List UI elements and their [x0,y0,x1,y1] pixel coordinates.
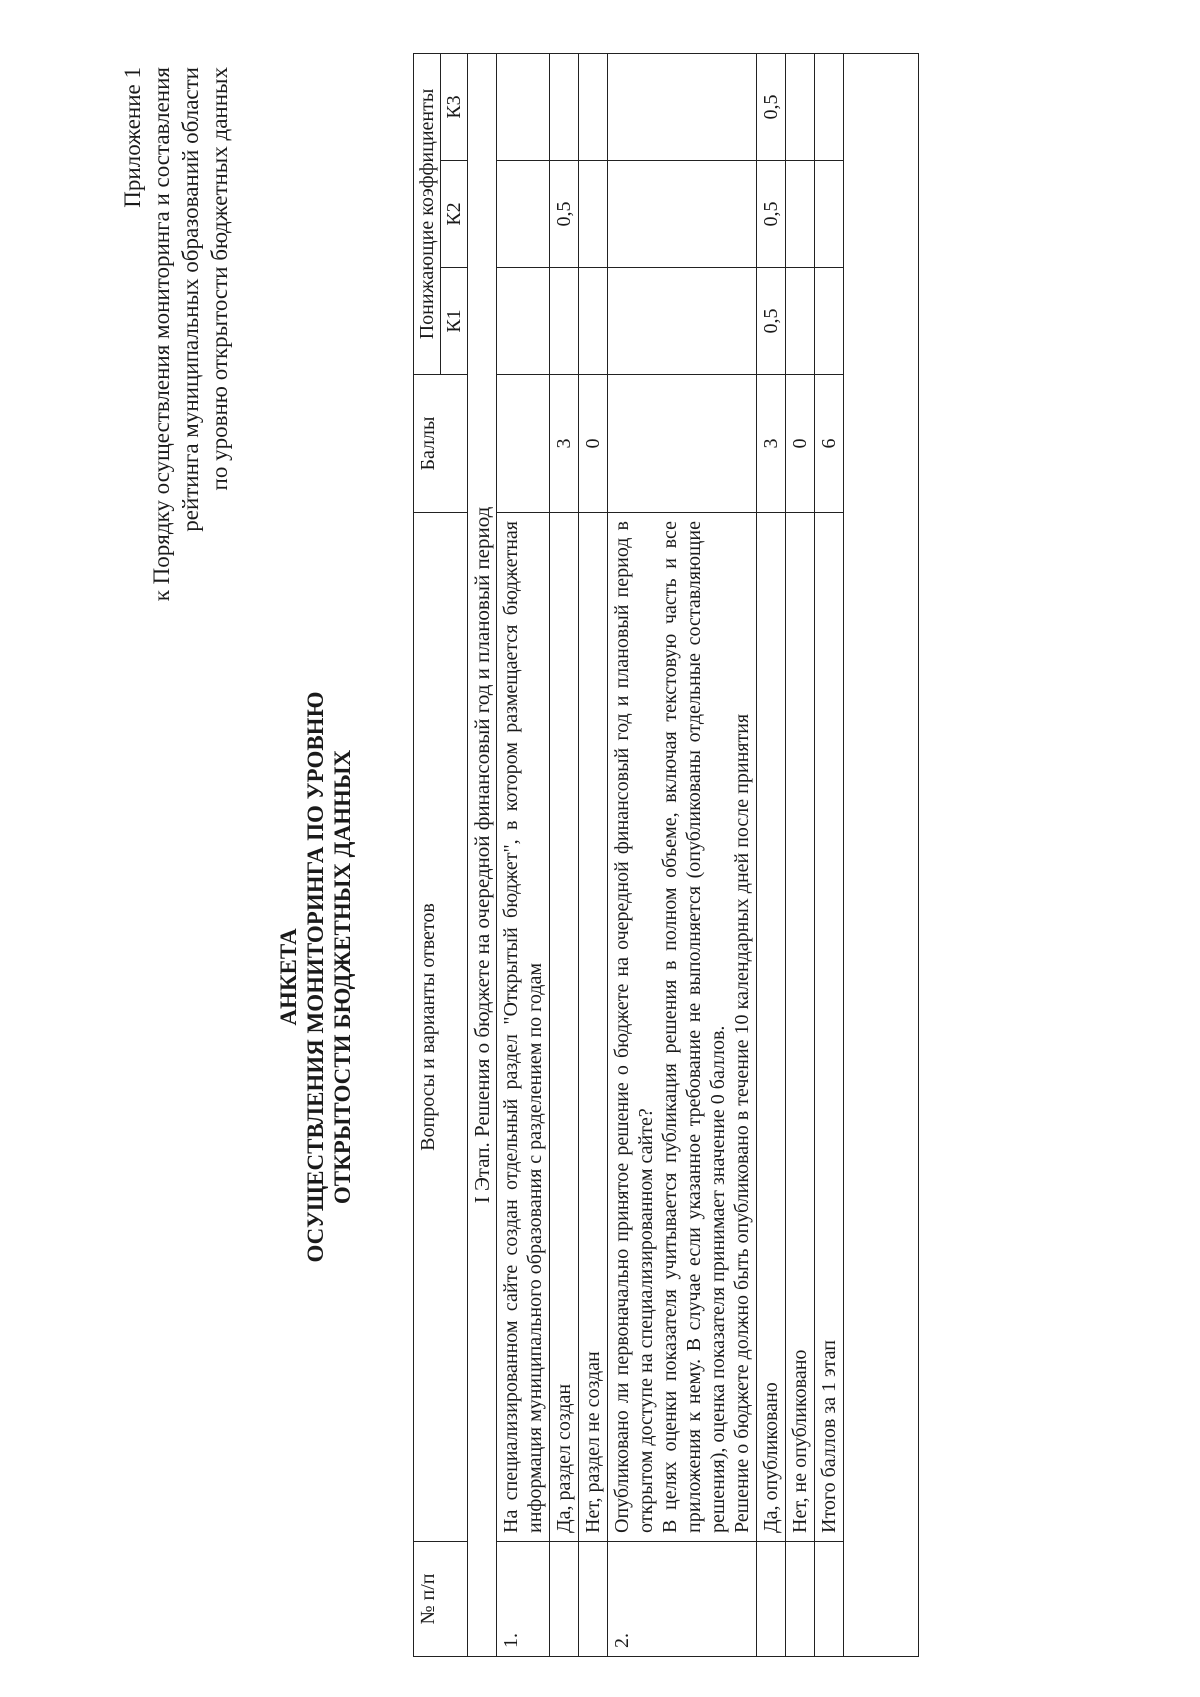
row-num [579,1542,608,1657]
title-line-3: ОТКРЫТОСТИ БЮДЖЕТНЫХ ДАННЫХ [330,749,355,1205]
table-row [757,53,786,1656]
k1-cell [550,268,579,375]
row-num [815,1542,844,1657]
k2-cell: 0,5 [757,161,786,268]
header-k1: К1 [441,268,468,375]
empty-row [844,53,919,1656]
k3-cell [579,53,608,160]
k1-cell [497,268,550,375]
score-cell: 3 [550,375,579,513]
k2-cell: 0,5 [550,161,579,268]
k3-cell [497,53,550,160]
question-2-paragraph-3: Решение о бюджете должно быть опубликовано в течение 10 календарных дней после принятия [731,713,753,1533]
appendix-line-4: по уровню открытости бюджетных данных [207,67,232,491]
header-score: Баллы [414,375,468,513]
stage-1-total: Итого баллов за 1 этап [815,513,844,1542]
question-2 [608,513,757,1542]
k1-cell [786,268,815,375]
document-title [275,617,356,1337]
score-cell: 3 [757,375,786,513]
answer-1-yes: Да, раздел создан [550,513,579,1542]
k3-cell [608,53,757,160]
k2-cell [579,161,608,268]
k3-cell: 0,5 [757,53,786,160]
k1-cell: 0,5 [757,268,786,375]
appendix-line-2: к Порядку осуществления мониторинга и составления [149,67,174,602]
row-num: 2. [608,1542,757,1657]
survey-table [413,53,919,1657]
k2-cell [786,161,815,268]
k1-cell [608,268,757,375]
k3-cell [815,53,844,160]
stage-1-title: I Этап. Решения о бюджете на очередной финансовый год и плановый период [468,53,497,1656]
header-coefficients: Понижающие коэффициенты [414,53,441,374]
question-1: На специализированном сайте создан отдельный раздел "Открытый бюджет", в котором размещается бюджетная информация муниципального образования с разделением по годам [497,513,550,1542]
answer-2-no: Нет, не опубликовано [786,513,815,1542]
score-cell: 6 [815,375,844,513]
title-line-1: АНКЕТА [276,928,301,1026]
header-num: № п/п [414,1542,468,1657]
table-row [815,53,844,1656]
stage-row [468,53,497,1656]
table-row [550,53,579,1656]
question-2-paragraph-2: В целях оценки показателя учитывается публикация решения в полном объеме, включая текстовую часть и все приложения к нему. В случае если указанное требование не выполняется (опубликованы отдельные составляющие решения), оценка показателя принимает значение 0 баллов. [659,521,729,1533]
k2-cell [497,161,550,268]
k3-cell [786,53,815,160]
score-cell: 0 [579,375,608,513]
answer-2-yes: Да, опубликовано [757,513,786,1542]
table-row [844,53,919,1656]
table-header-row [414,53,441,1656]
answer-1-no: Нет, раздел не создан [579,513,608,1542]
k1-cell [579,268,608,375]
appendix-header [118,67,234,687]
score-cell [497,375,550,513]
row-num [786,1542,815,1657]
k3-cell [550,53,579,160]
table-row [786,53,815,1656]
header-k2: К2 [441,161,468,268]
header-k3: К3 [441,53,468,160]
table-row [579,53,608,1656]
appendix-line-1: Приложение 1 [120,67,145,208]
row-num: 1. [497,1542,550,1657]
row-num [550,1542,579,1657]
question-2-paragraph-1: Опубликовано ли первоначально принятое решение о бюджете на очередной финансовый год и плановый период в открытом доступе на специализированном сайте? [611,521,657,1533]
table-row [497,53,550,1656]
title-line-2: ОСУЩЕСТВЛЕНИЯ МОНИТОРИНГА ПО УРОВНЮ [303,691,328,1263]
k2-cell [608,161,757,268]
row-num [757,1542,786,1657]
table-row [608,53,757,1656]
score-cell: 0 [786,375,815,513]
score-cell [608,375,757,513]
k2-cell [815,161,844,268]
appendix-line-3: рейтинга муниципальных образований области [178,67,203,532]
header-question: Вопросы и варианты ответов [414,513,468,1542]
k1-cell [815,268,844,375]
